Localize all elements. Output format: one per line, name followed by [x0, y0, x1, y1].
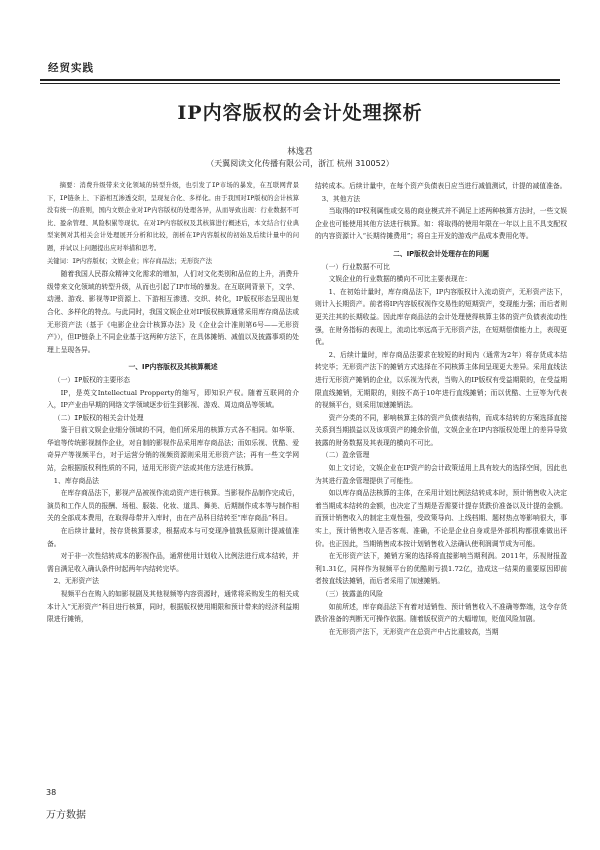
paragraph: 文娱企业的行业数据的横向不可比主要表现在： — [328, 275, 472, 284]
paragraph: 当取得的IP权利属性或交易的商业模式并不满足上述两种核算方法时，一些文娱企业也可能使用其他方法进行核算。如：将取得的使用年限在一年以上且不具支配权的内容资源计入“长期待摊费用”；将自主开发的游戏产品成本费用化等。 — [315, 207, 567, 241]
section-heading: （一）行业数据不可比 — [321, 262, 390, 271]
abstract: 摘要：消费升级带来文化领域的转型升级，也引发了IP市场的暴发，在互联网背景下，IP链条上、下游相互渗透交织，呈现复合化、多样化。由于我国对IP版权的会计核算没有统一的准则，国内文娱企业对IP内容版权的处理各异，从而导致出现：行业数据不可比、盈余管理、风险积累等现状。在对IP内容版权及其核算进行概述后，本文结合行业典型案例对其相关会计处理展开分析和比较，剖析在IP内容版权的初始及后续计量中的问题，并试以上问题提出应对举措和思考。 — [47, 182, 299, 252]
paragraph: IP，是英文Intellectual Propperty的缩写，即知识产权。随着互联网的介入，IP产业由早期的网络文学领域逐步衍生到影视、游戏、周边商品等领域。 — [47, 388, 299, 410]
section-heading: 二、IP版权会计处理存在的问题 — [393, 249, 489, 258]
section-heading: （二）盈余管理 — [321, 451, 370, 460]
paragraph: 鉴于目前文娱企业细分领域的不同，他们所采用的核算方式各不相同。如华策、华谊等传统影视制作企业，对自制的影视作品采用库存商品法；而如乐视、优酷、爱奇异产等视频平台，对于运营分销的视频资源则采用无形资产法；再有一些文学网站，会根据版权利性质的不同，适用无形资产法或其他方法进行核算。 — [47, 426, 299, 473]
section-heading: （三）披露盖的风险 — [321, 590, 383, 598]
source-watermark: 万方数据 — [46, 810, 86, 821]
paragraph: 如上文讨论，文娱企业在IP资产的会计政策适用上具有较大的选择空间，因此也为其进行盈余管理提供了可能性。 — [315, 464, 567, 485]
paragraph: 在后续计量时，按存货核算要求，根据成本与可变现净值孰低原则计提减值准备。 — [47, 527, 299, 548]
section-heading: （一）IP版权的主要形态 — [53, 375, 130, 384]
paragraph: 在无形资产法下，无形资产在总资产中占比重较高，当期 — [328, 627, 499, 636]
section-heading: （二）IP版权的相关会计处理 — [53, 413, 144, 422]
section-heading: 3、其他方法 — [321, 194, 361, 203]
author: 林逸君 — [287, 147, 313, 157]
paragraph: 资产分类的不同，影响核算主体的资产负债表结构，而成本结转的方案选择直接关系到当期损益以及该项资产的摊余价值，文娱企业在IP内容版权处理上的差异导致披露的财务数据及其表现的横向不可比。 — [315, 413, 567, 447]
header-rule — [40, 79, 560, 81]
paragraph: 如以库存商品法核算的主体，在采用计划比例法结转成本时，预计销售收入决定着当期成本结转的金额，也决定了当期是否需要计提存货跌价准备以及计提的金额。而预计销售收入的制定主观性强，受政策导向、上线档期、题材热点等影响很大，事实上，预计销售收入是否客观、准确，不论是企业自身或是外部机构都很难做出评价。也正因此，当期销售成本按计划销售收入法确认使利润调节成为可能。 — [315, 489, 567, 548]
paragraph: 在库存商品法下，影视产品被视作流动资产进行核算。当影视作品制作完成后，演员和工作人员的报酬、场租、服装、化妆、道具、舞美、后期制作成本等与制作相关的全部成本费用，在取得母带并入库时，由在产品科目结转至“库存商品”科目。 — [47, 489, 299, 523]
section-heading: 2、无形资产法 — [53, 577, 99, 586]
paragraph: 视频平台在购入的如影视剧及其他视频等内容资源时，通常将采购发生的相关成本计入“无形资产”科目进行核算，同时，根据版权使用期限和预计带来的经济利益期限进行摊销， — [47, 590, 299, 624]
right-body — [315, 180, 567, 638]
left-body — [47, 268, 299, 626]
paragraph: 如前所述，库存商品法下有着对适销性、预计销售收入不准确等弊端，这令存货跌价准备的判断无可操作依据。随着版权资产的大幅增加，贬值风险加剧。 — [315, 602, 567, 624]
paragraph: 1、在初始计量时，库存商品法下，IP内容版权计入流动资产，无形资产法下，则计入长期资产。前者将IP内容版权视作交易性的短期资产，变现能力强；而后者则更关注其的长期收益。因此库存商品法的会计处理使得核算主体的资产负债表流动性强，在财务指标的表现上，流动比率远高于无形资产法，在短期偿债能力上，表现更优。 — [315, 287, 567, 347]
page-number: 38 — [46, 788, 57, 797]
affiliation: （天翼阅读文化传播有限公司，浙江 杭州 310052） — [206, 159, 394, 168]
paragraph: 结转成本。后续计量中，在每个资产负债表日应当进行减值测试，计提的减值准备。 — [315, 182, 567, 190]
article-title: IP内容版权的会计处理探析 — [177, 102, 423, 124]
paragraph: 2、后续计量时，库存商品法要求在较短的时间内（通常为2年）将存货成本结转完毕；无形资产法下的摊销方式选择在不同核算主体间呈现更大差异。采用直线法进行无形资产摊销的企业，以乐视为代表，当购入的IP版权有受益期限的，在受益期限直线摊销，无期限的，则按不高于10年进行直线摊销；而以优酷、土豆等为代表的视频平台，则采用加速摊销法。 — [315, 350, 567, 410]
paragraph: 随着我国人民群众精神文化需求的增加，人们对文化类别和品位的上升，消费升级带来文化领域的转型升级，从而也引起了IP市场的暴发。在互联网背景下，文学、动漫、游戏、影视等IP资源上、下游相互渗透、交织、转化，IP版权形态呈现出复合化、多样化的特点。与此同时，我国文娱企业对IP版权核算通常采用库存商品法或无形资产法（基于《电影企业会计核算办法》及《企业会计准则第6号——无形资产》），但IP链条上不同企业基于这两种方法下，在具体摊销、减值以及披露事项的处理上呈现各异。 — [47, 270, 299, 354]
section-heading: 1、库存商品法 — [53, 476, 99, 485]
section-header: 经贸实践 — [48, 62, 94, 74]
right-column — [315, 180, 567, 638]
left-column — [47, 180, 299, 626]
header-rule-thin — [40, 83, 560, 84]
keywords: 关键词：IP内容版权；文娱企业；库存商品法；无形资产法 — [47, 257, 213, 265]
paragraph: 在无形资产法下，摊销方案的选择将直接影响当期利润。2011年，乐视财报盈利1.31亿，同样作为视频平台的优酷则亏损1.72亿，造成这一结果的重要原因即前者按直线法摊销，而后者采用了加速摊销。 — [315, 552, 567, 586]
section-heading: 一、IP内容版权及其核算概述 — [128, 363, 218, 372]
paragraph: 对于非一次性结转成本的影视作品，通常使用计划收入比例法进行成本结转，并需自满足收入确认条件时起两年内结转完毕。 — [47, 552, 299, 573]
